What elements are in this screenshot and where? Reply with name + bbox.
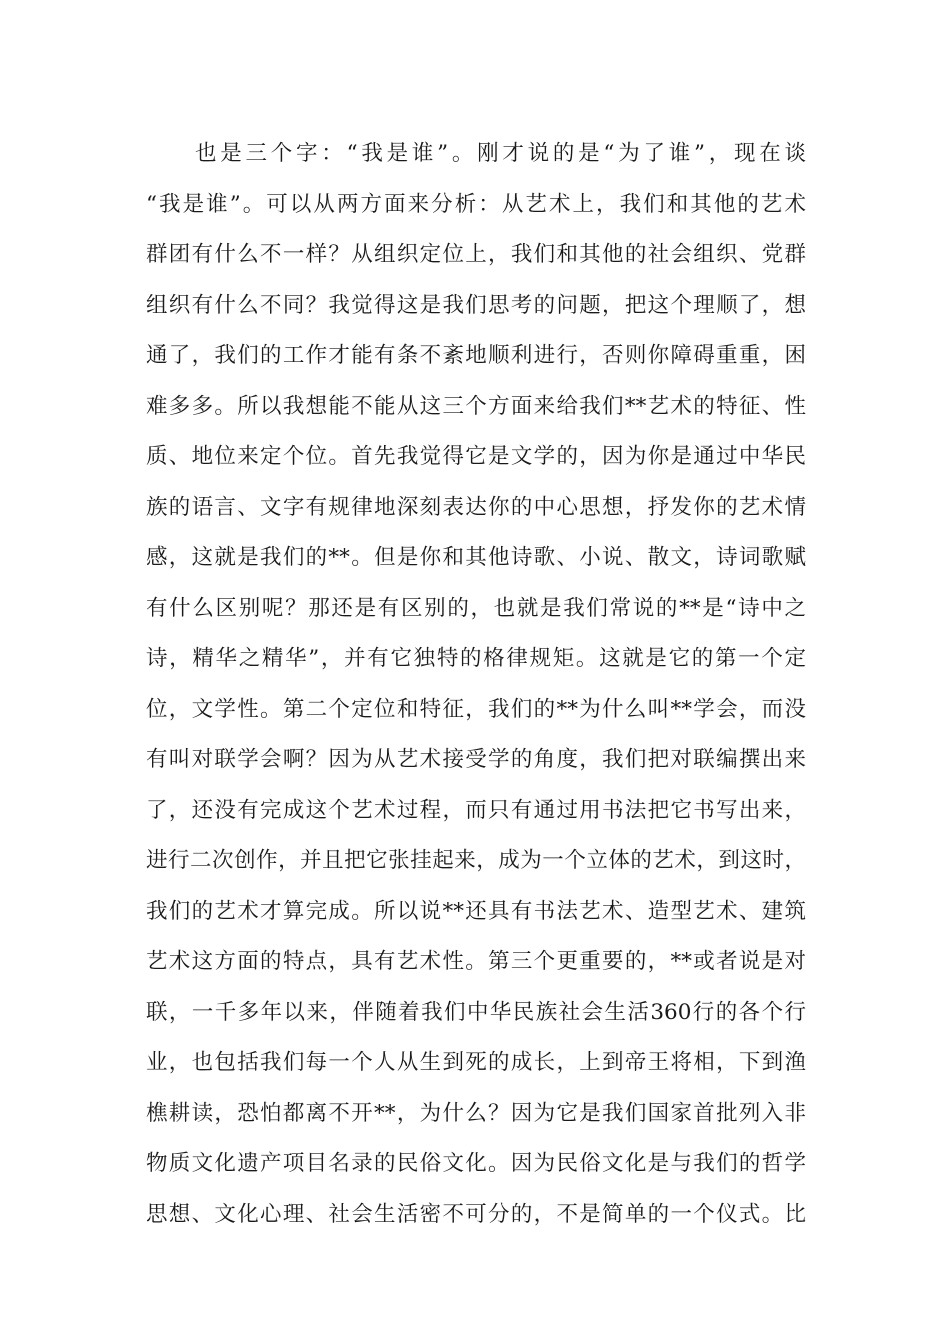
paragraph-line: 艺术这方面的特点，具有艺术性。第三个更重要的，**或者说是对 [146,949,806,974]
paragraph-line: 群团有什么不一样？从组织定位上，我们和其他的社会组织、党群 [146,242,806,267]
paragraph-line: 有什么区别呢？那还是有区别的，也就是我们常说的**是“诗中之 [146,595,806,621]
paragraph-line: 有叫对联学会啊？因为从艺术接受学的角度，我们把对联编撰出来 [146,747,806,772]
paragraph-line: 业，也包括我们每一个人从生到死的成长，上到帝王将相，下到渔 [146,1050,806,1075]
paragraph-line: 通了，我们的工作才能有条不紊地顺利进行，否则你障碍重重，困 [146,343,806,368]
paragraph-line: 了，还没有完成这个艺术过程，而只有通过用书法把它书写出来， [146,797,806,823]
paragraph-line: 也是三个字：“我是谁”。刚才说的是“为了谁”，现在谈 [195,141,806,166]
paragraph-line: 樵耕读，恐怕都离不开**，为什么？因为它是我们国家首批列入非 [146,1100,806,1126]
paragraph-line: 物质文化遗产项目名录的民俗文化。因为民俗文化是与我们的哲学 [146,1151,806,1176]
paragraph-line: 难多多。所以我想能不能从这三个方面来给我们**艺术的特征、性 [146,393,806,419]
paragraph-line: 我们的艺术才算完成。所以说**还具有书法艺术、造型艺术、建筑 [146,898,806,924]
paragraph-line: 组织有什么不同？我觉得这是我们思考的问题，把这个理顺了，想 [146,292,806,318]
paragraph-line: 感，这就是我们的**。但是你和其他诗歌、小说、散文，诗词歌赋 [146,545,806,570]
body-paragraph [146,129,806,1240]
paragraph-line: “我是谁”。可以从两方面来分析：从艺术上，我们和其他的艺术 [146,191,806,217]
paragraph-line: 族的语言、文字有规律地深刻表达你的中心思想，抒发你的艺术情 [146,494,806,520]
paragraph-line: 思想、文化心理、社会生活密不可分的，不是简单的一个仪式。比 [146,1201,806,1227]
paragraph-line: 诗，精华之精华”，并有它独特的格律规矩。这就是它的第一个定 [146,646,806,671]
paragraph-line: 联，一千多年以来，伴随着我们中华民族社会生活360行的各个行 [146,999,806,1025]
paragraph-line: 进行二次创作，并且把它张挂起来，成为一个立体的艺术，到这时， [146,848,806,873]
paragraph-line: 质、地位来定个位。首先我觉得它是文学的，因为你是通过中华民 [146,444,806,469]
paragraph-line: 位，文学性。第二个定位和特征，我们的**为什么叫**学会，而没 [146,696,806,722]
